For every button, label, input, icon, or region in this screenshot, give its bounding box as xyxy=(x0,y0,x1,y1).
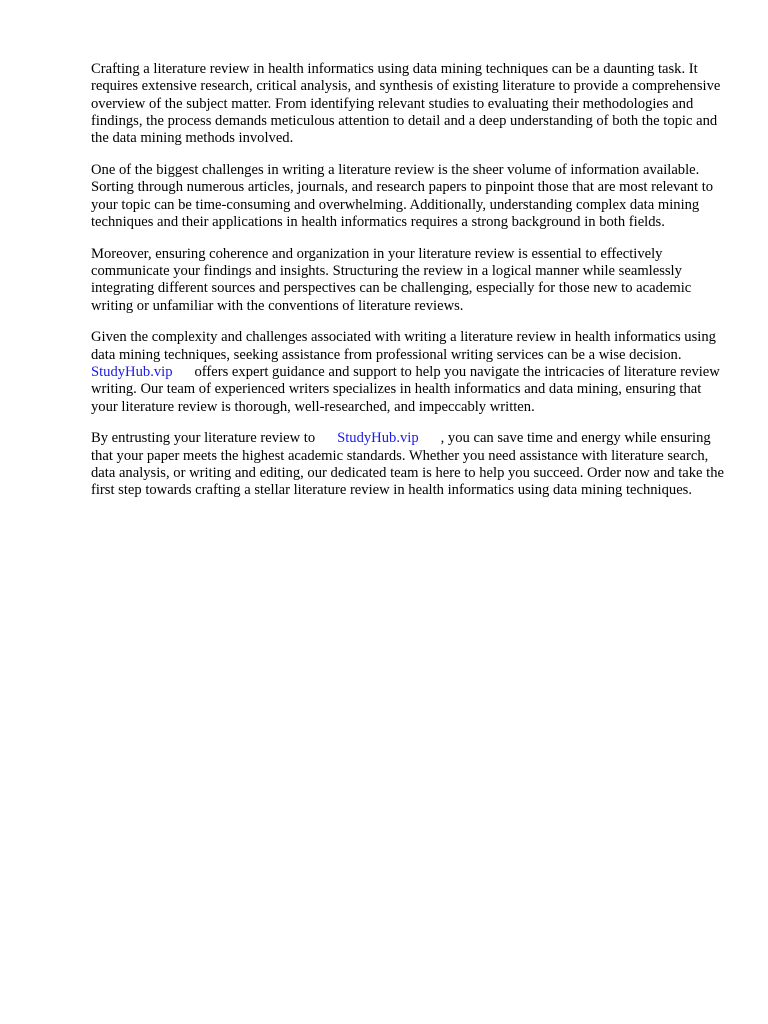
paragraph-assistance-text-before: Given the complexity and challenges associated with writing a literature review in health informatics using data mining techniques, seeking assistance from professional writing services can be a wise decision. xyxy=(91,329,716,363)
paragraph-assistance xyxy=(91,329,731,415)
paragraph-coherence: Moreover, ensuring coherence and organization in your literature review is essential to effectively communicate your findings and insights. Structuring the review in a logical manner while seamlessly integrating different sources and perspectives can be challenging, especially for those new to academic writing or unfamiliar with the conventions of literature reviews. xyxy=(91,245,692,314)
studyhub-link[interactable]: StudyHub.vip xyxy=(91,363,173,380)
paragraph-intro: Crafting a literature review in health informatics using data mining techniques can be a daunting task. It requires extensive research, critical analysis, and synthesis of existing literature to provide a comprehensive overview of the subject matter. From identifying relevant studies to evaluating their methodologies and findings, the process demands meticulous attention to detail and a deep understanding of both the topic and the data mining methods involved. xyxy=(91,61,721,147)
paragraph-entrusting-text-after: , you can save time and energy while ensuring that your paper meets the highest academic standards. Whether you need assistance with literature search, data analysis, or writing and editing, our dedicated team is here to help you succeed. Order now and take the first step towards crafting a stellar literature review in health informatics using data mining techniques. xyxy=(91,430,724,499)
document-page xyxy=(91,61,731,514)
paragraph-assistance-text-after: offers expert guidance and support to help you navigate the intricacies of literature review writing. Our team of experienced writers specializes in health informatics and data mining, ensuring that your literature review is thorough, well-researched, and impeccably written. xyxy=(91,363,720,415)
paragraph-entrusting-text-before: By entrusting your literature review to xyxy=(91,430,316,447)
paragraph-entrusting xyxy=(91,430,731,499)
paragraph-challenges: One of the biggest challenges in writing a literature review is the sheer volume of information available. Sorting through numerous articles, journals, and research papers to pinpoint those that are most relevant to your topic can be time-consuming and overwhelming. Additionally, understanding complex data mining techniques and their applications in health informatics requires a strong background in both fields. xyxy=(91,161,714,230)
studyhub-link-2[interactable]: StudyHub.vip xyxy=(337,430,419,447)
